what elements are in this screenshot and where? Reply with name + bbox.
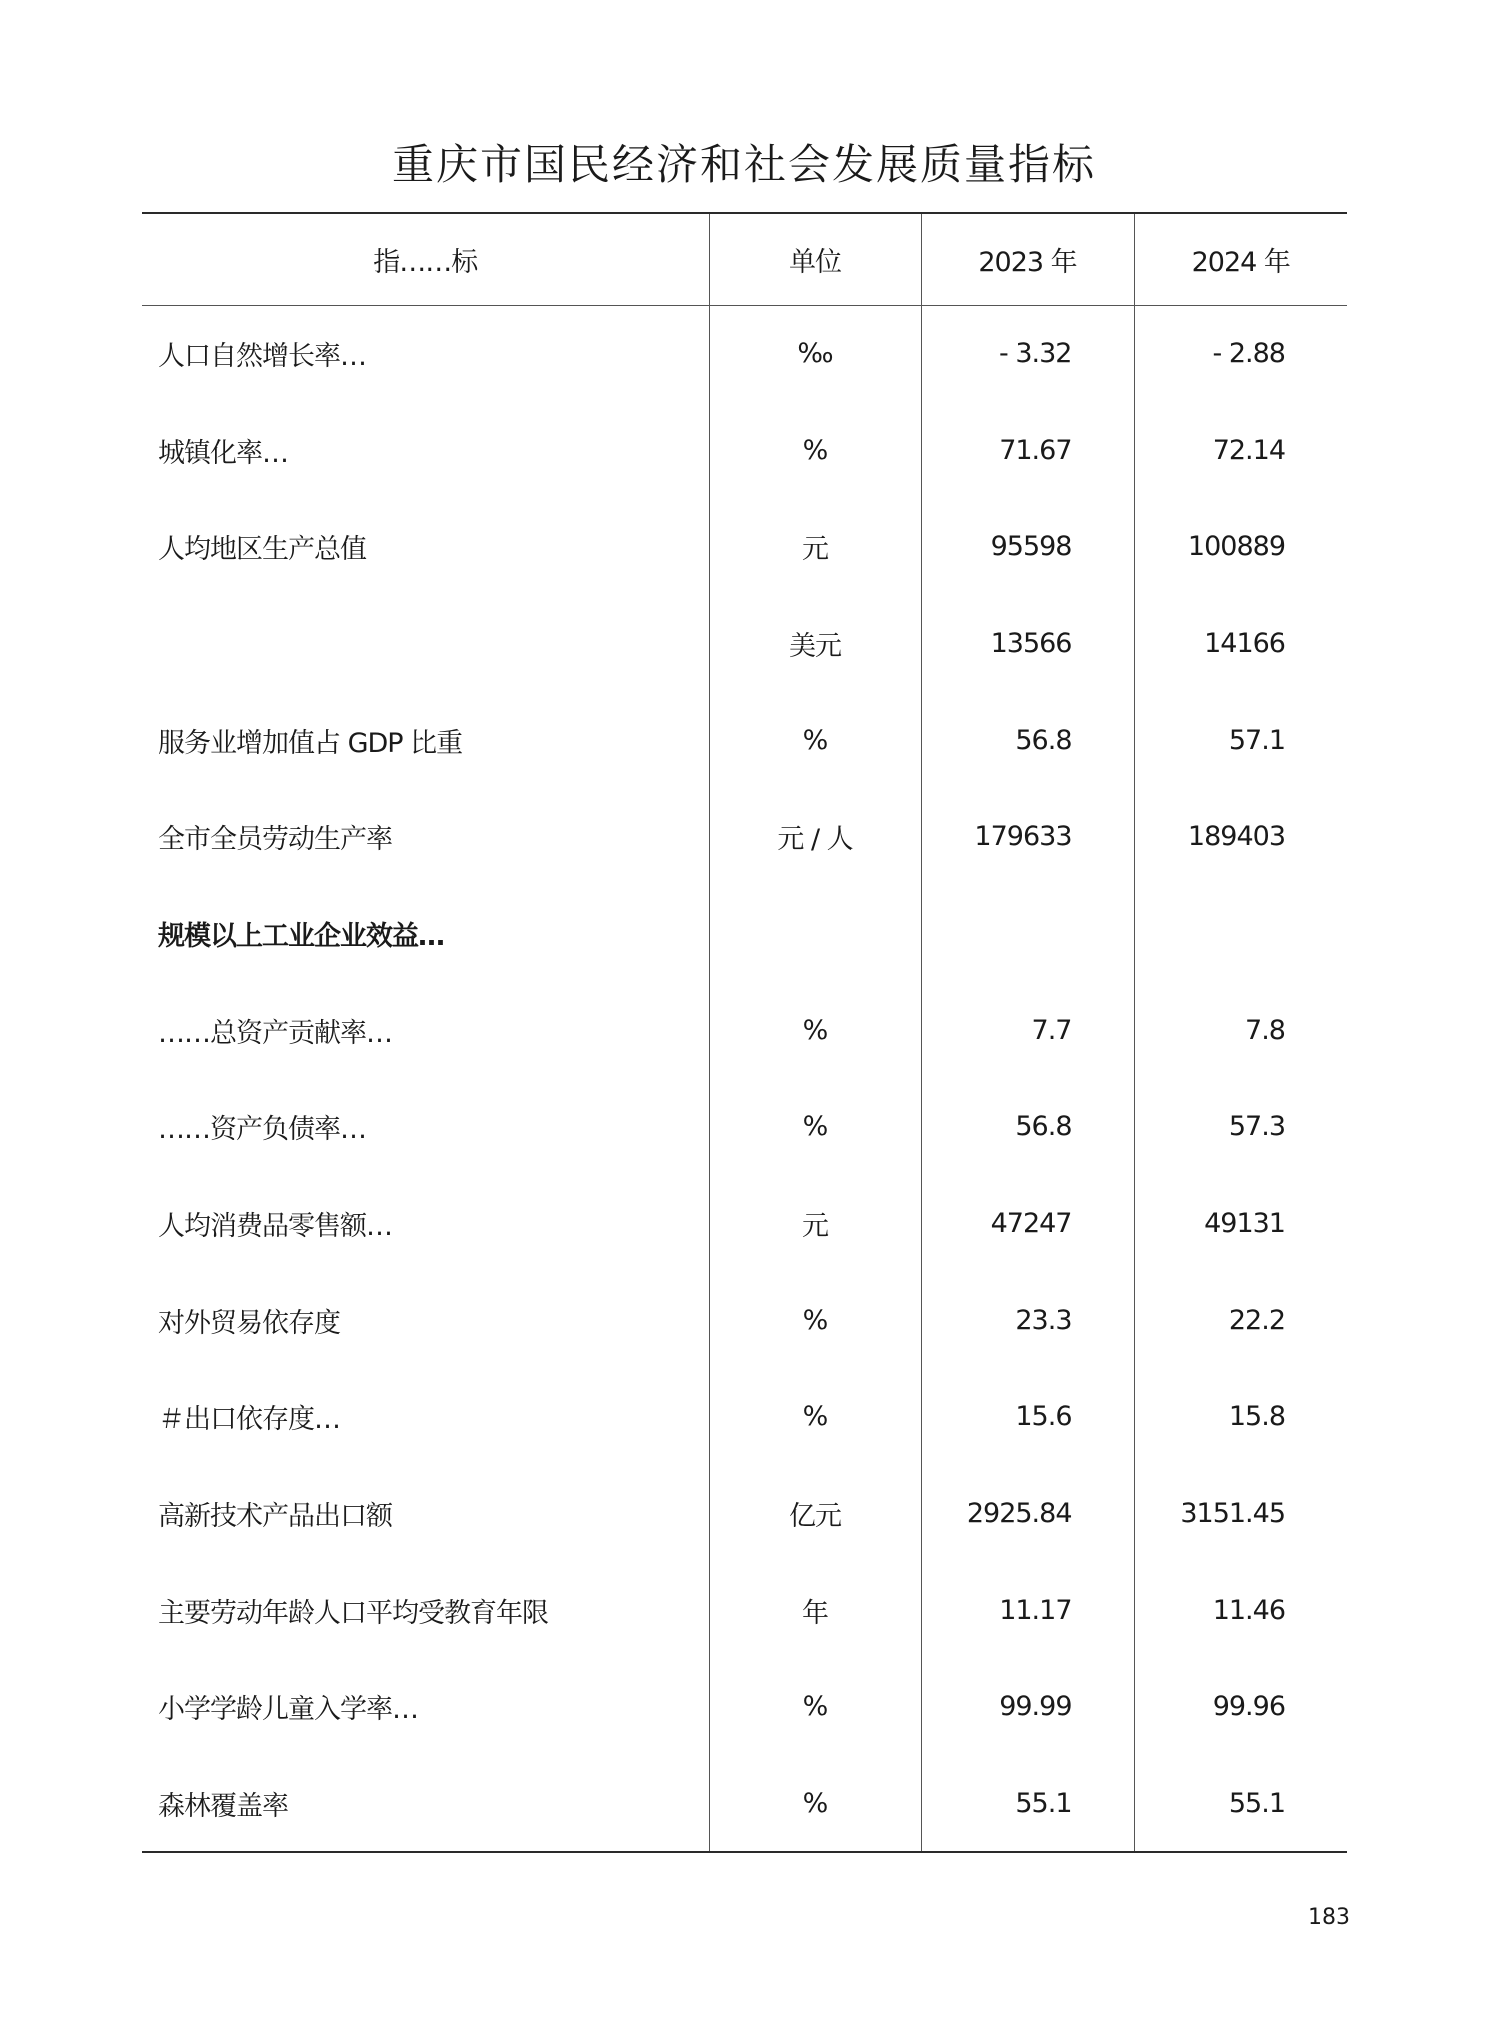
table-row: [142, 1175, 1347, 1272]
unit-cell: 元 / 人: [709, 788, 921, 885]
value-2023-cell: 23.3: [921, 1272, 1134, 1369]
value-2024-cell: [1134, 885, 1347, 982]
section-heading-cell: 规模以上工业企业效益…: [158, 920, 444, 952]
table-row: [142, 498, 1347, 595]
value-2023-cell: 56.8: [921, 692, 1134, 789]
indicator-cell: 全市全员劳动生产率: [158, 824, 392, 856]
table-row: [142, 595, 1347, 692]
indicator-cell: 城镇化率…: [158, 437, 288, 469]
indicator-cell: 主要劳动年龄人口平均受教育年限: [158, 1597, 548, 1629]
value-2024-cell: 3151.45: [1134, 1465, 1347, 1562]
table-header: [142, 213, 1347, 305]
indicator-cell: [142, 595, 709, 692]
unit-cell: 元: [709, 1175, 921, 1272]
value-2024-cell: 100889: [1134, 498, 1347, 595]
indicator-cell: 人均消费品零售额…: [158, 1211, 392, 1243]
unit-cell: %: [709, 1755, 921, 1852]
value-2023-cell: 7.7: [921, 982, 1134, 1079]
value-2023-cell: [921, 885, 1134, 982]
value-2023-cell: 99.99: [921, 1659, 1134, 1756]
unit-cell: 元: [709, 498, 921, 595]
indicator-cell: ＃出口依存度…: [158, 1404, 340, 1436]
unit-cell: %: [709, 982, 921, 1079]
table-row: [142, 1465, 1347, 1562]
unit-cell: [709, 885, 921, 982]
indicator-table: [142, 212, 1347, 1853]
unit-cell: 美元: [709, 595, 921, 692]
table-row: [142, 1079, 1347, 1176]
indicator-cell: ……总资产贡献率…: [158, 1017, 392, 1049]
value-2023-cell: 11.17: [921, 1562, 1134, 1659]
unit-cell: %: [709, 1659, 921, 1756]
value-2023-cell: 15.6: [921, 1369, 1134, 1466]
value-2024-cell: 11.46: [1134, 1562, 1347, 1659]
indicator-cell: ……资产负债率…: [158, 1114, 366, 1146]
unit-cell: %: [709, 692, 921, 789]
value-2023-cell: 95598: [921, 498, 1134, 595]
table-row: [142, 1659, 1347, 1756]
value-2024-cell: 57.1: [1134, 692, 1347, 789]
indicator-cell: 服务业增加值占 GDP 比重: [158, 727, 463, 759]
table-row: [142, 788, 1347, 885]
header-unit: 单位: [709, 213, 921, 305]
header-year-2024: 2024 年: [1134, 213, 1347, 305]
indicator-cell: 对外贸易依存度: [158, 1307, 340, 1339]
table-row: [142, 1562, 1347, 1659]
indicator-cell: 小学学龄儿童入学率…: [158, 1694, 418, 1726]
value-2023-cell: - 3.32: [921, 305, 1134, 402]
unit-cell: %: [709, 1369, 921, 1466]
page-number: 183: [1308, 1905, 1350, 1930]
table-row: [142, 402, 1347, 499]
table-row: [142, 692, 1347, 789]
value-2024-cell: 22.2: [1134, 1272, 1347, 1369]
header-year-2023: 2023 年: [921, 213, 1134, 305]
indicator-cell: 森林覆盖率: [142, 1755, 709, 1852]
unit-cell: %: [709, 1272, 921, 1369]
table-row: [142, 1369, 1347, 1466]
value-2024-cell: 189403: [1134, 788, 1347, 885]
page-title: 重庆市国民经济和社会发展质量指标: [391, 140, 1096, 189]
table-row: [142, 885, 1347, 982]
value-2024-cell: 99.96: [1134, 1659, 1347, 1756]
value-2023-cell: 13566: [921, 595, 1134, 692]
unit-cell: %: [709, 402, 921, 499]
value-2024-cell: 55.1: [1134, 1755, 1347, 1852]
unit-cell: %: [709, 1079, 921, 1176]
value-2024-cell: 14166: [1134, 595, 1347, 692]
header-row: [142, 213, 1347, 305]
value-2024-cell: 49131: [1134, 1175, 1347, 1272]
value-2023-cell: 47247: [921, 1175, 1134, 1272]
table-row: [142, 982, 1347, 1079]
header-indicator: 指……标: [142, 213, 709, 305]
value-2023-cell: 179633: [921, 788, 1134, 885]
value-2024-cell: 7.8: [1134, 982, 1347, 1079]
unit-cell: 年: [709, 1562, 921, 1659]
table-body: [142, 305, 1347, 1852]
indicator-cell: 人口自然增长率…: [158, 341, 366, 373]
value-2023-cell: 56.8: [921, 1079, 1134, 1176]
unit-cell: 亿元: [709, 1465, 921, 1562]
value-2024-cell: 72.14: [1134, 402, 1347, 499]
value-2023-cell: 71.67: [921, 402, 1134, 499]
value-2024-cell: 57.3: [1134, 1079, 1347, 1176]
value-2023-cell: 2925.84: [921, 1465, 1134, 1562]
value-2023-cell: 55.1: [921, 1755, 1134, 1852]
table-row: [142, 1755, 1347, 1852]
indicator-cell: 人均地区生产总值: [158, 534, 366, 566]
unit-cell: ‰: [709, 305, 921, 402]
value-2024-cell: - 2.88: [1134, 305, 1347, 402]
table-row: [142, 1272, 1347, 1369]
indicator-cell: 高新技术产品出口额: [158, 1501, 392, 1533]
value-2024-cell: 15.8: [1134, 1369, 1347, 1466]
table-row: [142, 305, 1347, 402]
